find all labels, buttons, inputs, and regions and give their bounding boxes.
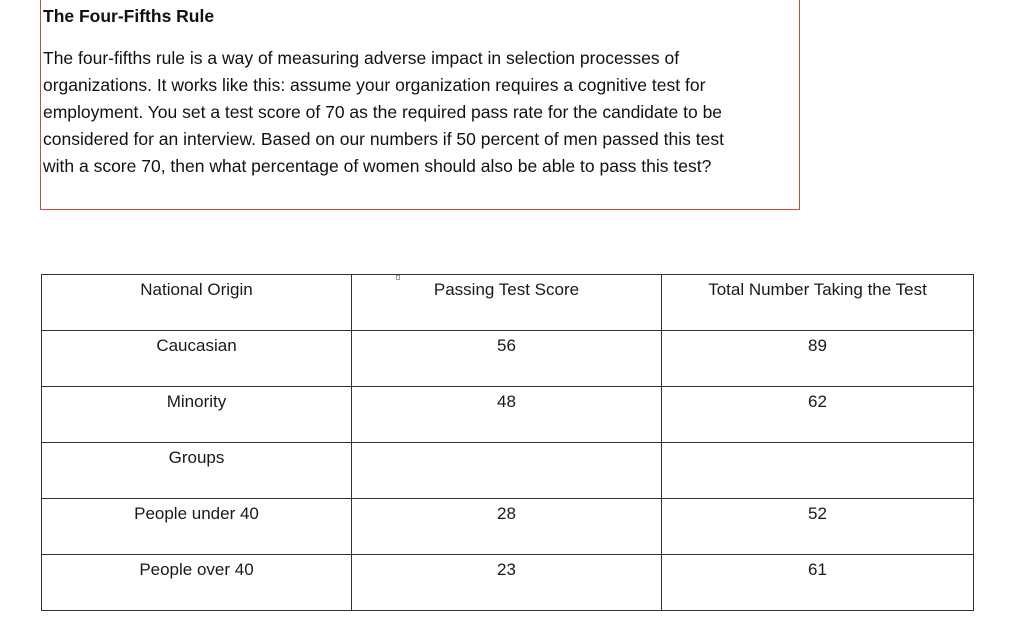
- table-row: [42, 331, 974, 387]
- total-number-cell: 89: [662, 331, 974, 387]
- table-row: [42, 443, 974, 499]
- document-title: The Four-Fifths Rule: [43, 6, 215, 26]
- paragraph-line: with a score 70, then what percentage of women should also be able to pass this test?: [43, 156, 712, 176]
- passing-score-cell: 56: [352, 331, 662, 387]
- paragraph-line: The four-fifths rule is a way of measuring adverse impact in selection processes of: [43, 48, 680, 68]
- passing-score-cell: 23: [352, 555, 662, 611]
- table-row: [42, 555, 974, 611]
- header-national-origin: National Origin: [42, 275, 352, 331]
- row-label: Groups: [42, 443, 352, 499]
- table-header-row: [42, 275, 974, 331]
- header-passing-test-score: Passing Test Score: [352, 275, 662, 331]
- row-label: Minority: [42, 387, 352, 443]
- question-text-box: [40, 0, 800, 210]
- passing-score-cell: 48: [352, 387, 662, 443]
- passing-score-cell: [352, 443, 662, 499]
- total-number-cell: 62: [662, 387, 974, 443]
- total-number-cell: [662, 443, 974, 499]
- paragraph-line: employment. You set a test score of 70 as the required pass rate for the candidate to be: [43, 102, 723, 122]
- table-row: [42, 499, 974, 555]
- passing-score-cell: 28: [352, 499, 662, 555]
- row-label: Caucasian: [42, 331, 352, 387]
- question-paragraph: [43, 45, 801, 180]
- total-number-cell: 52: [662, 499, 974, 555]
- row-label: People over 40: [42, 555, 352, 611]
- total-number-cell: 61: [662, 555, 974, 611]
- header-total-number: Total Number Taking the Test: [662, 275, 974, 331]
- row-label: People under 40: [42, 499, 352, 555]
- paragraph-line: considered for an interview. Based on our numbers if 50 percent of men passed this test: [43, 129, 724, 149]
- table-row: [42, 387, 974, 443]
- paragraph-line: organizations. It works like this: assume your organization requires a cognitive test for: [43, 75, 706, 95]
- test-score-table: [41, 274, 974, 611]
